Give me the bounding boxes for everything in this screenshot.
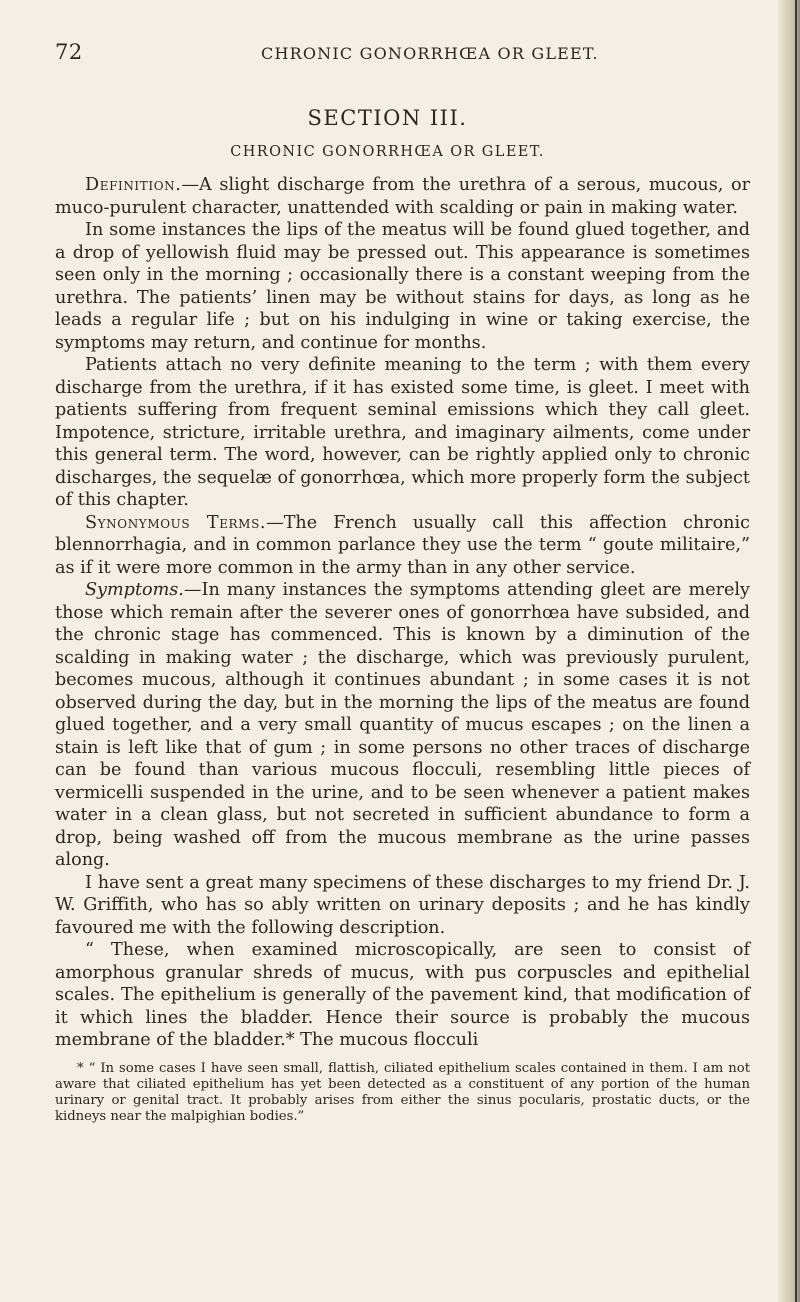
definition-label: Definition. <box>85 175 182 195</box>
definition-paragraph <box>55 174 750 219</box>
running-head <box>55 40 750 74</box>
quote-paragraph: “ These, when examined microscopically, are seen to consist of amorphous granular shreds of mucus, with pus corpuscles and epithelial scales. The epithelium is generally of the pavement kind, that modification of it which lines the bladder. Hence their source is probably the mucous membrane of the bladder.* The mucous flocculi <box>55 940 750 1050</box>
instances-paragraph: In some instances the lips of the meatus will be found glued together, and a drop of yellowish fluid may be pressed out. This appearance is sometimes seen only in the morning ; occasionally there is a constant weeping from the urethra. The patients’ linen may be without stains for days, as long as he leads a regular life ; but on his indulging in wine or taking exercise, the symptoms may return, and continue for months. <box>55 220 750 353</box>
definition-text: —A slight discharge from the urethra of a serous, mucous, or muco-purulent character, unattended with scalding or pain in making water. <box>55 175 750 218</box>
page-content <box>55 40 750 1126</box>
synonyms-label: Synonymous Terms. <box>85 512 267 533</box>
synonyms-text: —The French usually call this affection chronic blennorrhagia, and in common parlance they use the term “ goute militaire,” as if it were more common in the army than in any other service. <box>55 512 750 578</box>
running-title: CHRONIC GONORRHŒA OR GLEET. <box>261 44 599 63</box>
patients-paragraph: Patients attach no very definite meaning to the term ; with them every discharge from the urethra, if it has existed some time, is gleet. I meet with patients suffering from frequent seminal emissions which they call gleet. Impotence, stricture, irritable urethra, and imaginary ailments, come under this general term. The word, however, can be rightly applied only to chronic discharges, the sequelæ of gonorrhœa, which more properly form the subject of this chapter. <box>55 355 750 510</box>
symptoms-paragraph <box>55 579 750 872</box>
page-edge <box>778 0 800 1302</box>
symptoms-text: —In many instances the symptoms attending gleet are merely those which remain after the severer ones of gonorrhœa have subsided, and the chronic stage has commenced. This is known by a diminution of the scalding in making water ; the discharge, which was previously purulent, becomes mucous, although it continues abundant ; in some cases it is not observed during the day, but in the morning the lips of the meatus are found glued together, and a very small quantity of mucus escapes ; on the linen a stain is left like that of gum ; in some persons no other traces of discharge can be found than various mucous flocculi, resembling little pieces of vermicelli suspended in the urine, and to be seen whenever a patient makes water in a clean glass, but not secreted in sufficient abundance to form a drop, being washed off from the mucous membrane as the urine passes along. <box>55 580 750 870</box>
section-heading: SECTION III. <box>307 106 468 130</box>
synonyms-paragraph <box>55 512 750 580</box>
page-number: 72 <box>55 40 83 64</box>
specimens-paragraph: I have sent a great many specimens of these discharges to my friend Dr. J. W. Griffith, who has so ably written on urinary deposits ; and he has kindly favoured me with the following description. <box>55 872 750 938</box>
footnote: * “ In some cases I have seen small, flattish, ciliated epithelium scales contained in them. I am not aware that ciliated epithelium has yet been detected as a constituent of any portion of the human urinary or genital tract. It probably arises from either the sinus pocularis, prostatic ducts, or the kidneys near the malpighian bodies.” <box>55 1060 750 1125</box>
section-title: CHRONIC GONORRHŒA OR GLEET. <box>230 144 545 160</box>
symptoms-label: Symptoms. <box>85 580 184 600</box>
